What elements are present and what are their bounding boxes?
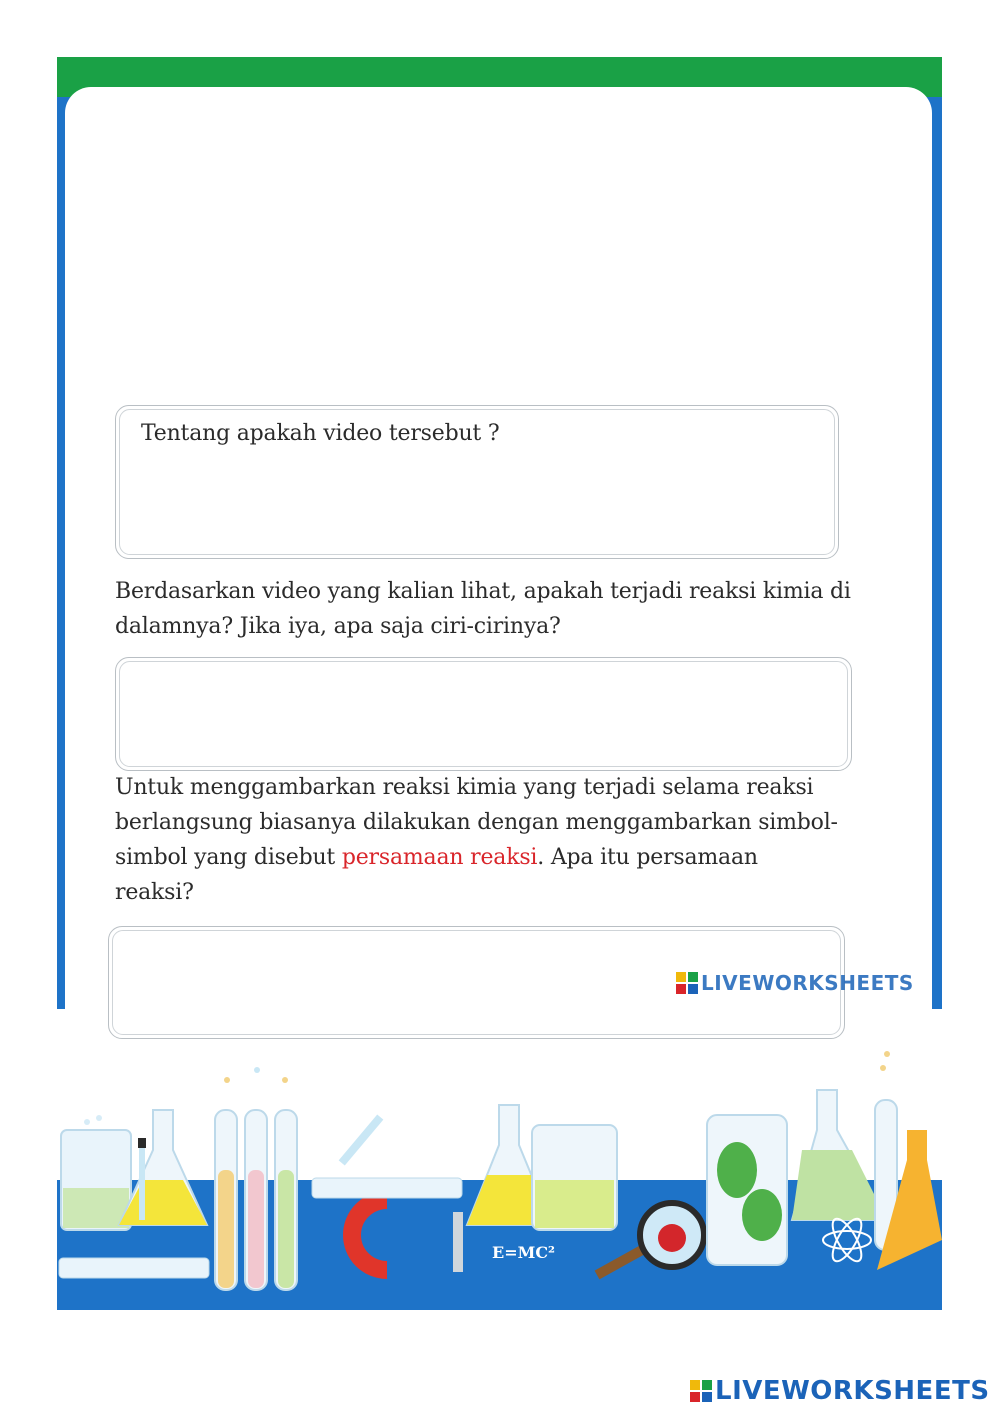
dropper-left-icon bbox=[138, 1138, 146, 1220]
flask-yellow-left-icon bbox=[119, 1110, 207, 1225]
flask-green-icon bbox=[792, 1090, 887, 1220]
highlight-persamaan-reaksi: persamaan reaksi bbox=[341, 845, 538, 870]
beaker-left-icon bbox=[61, 1115, 131, 1230]
petri-dish-left-icon bbox=[59, 1258, 209, 1278]
logo-blocks-icon bbox=[676, 972, 698, 994]
footer-logo-text: LIVEWORKSHEETS bbox=[715, 1376, 990, 1406]
question-2-line-1: Berdasarkan video yang kalian lihat, apakah terjadi reaksi kimia di bbox=[115, 579, 851, 604]
beaker-middle-icon bbox=[532, 1125, 617, 1230]
footer-logo-blocks-icon bbox=[690, 1380, 712, 1402]
formula-text: E=MC² bbox=[492, 1243, 556, 1262]
question-3-line-3 bbox=[115, 840, 758, 875]
question-3-line-3-suffix: . Apa itu persamaan bbox=[537, 845, 758, 870]
question-3-line-2: berlangsung biasanya dilakukan dengan menggambarkan simbol- bbox=[115, 810, 838, 835]
flask-orange-right-icon bbox=[875, 1051, 942, 1270]
footer-logo[interactable] bbox=[690, 1376, 990, 1406]
test-tubes-icon bbox=[215, 1067, 297, 1290]
lab-illustration bbox=[57, 1040, 942, 1310]
frame-watermark-text: LIVEWORKSHEETS bbox=[701, 971, 914, 995]
petri-dish-middle-icon bbox=[312, 1114, 462, 1198]
question-3-line-3-prefix: simbol yang disebut bbox=[115, 845, 342, 870]
question-2-line-2: dalamnya? Jika iya, apa saja ciri-cirinya? bbox=[115, 614, 561, 639]
question-1-text: Tentang apakah video tersebut ? bbox=[141, 421, 500, 446]
answer-box-2[interactable] bbox=[115, 657, 852, 771]
frame-watermark bbox=[676, 971, 914, 995]
jar-leaves-icon bbox=[707, 1115, 787, 1265]
question-3-line-1: Untuk menggambarkan reaksi kimia yang terjadi selama reaksi bbox=[115, 775, 814, 800]
question-3-line-4: reaksi? bbox=[115, 880, 194, 905]
